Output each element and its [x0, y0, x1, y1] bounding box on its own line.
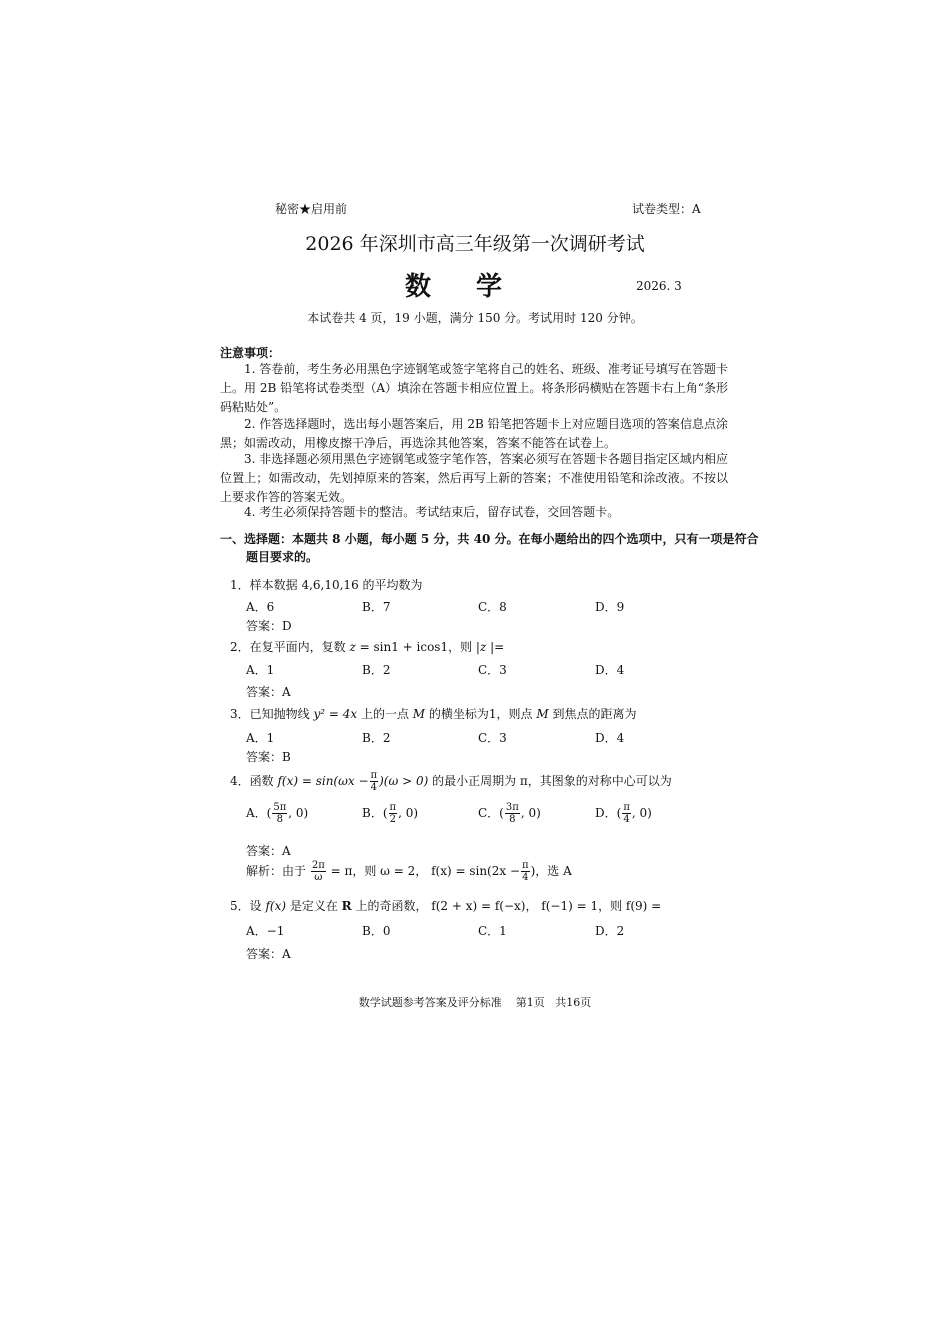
q3-option-c: C．3 — [478, 731, 507, 745]
q1-option-d: D．9 — [595, 600, 625, 614]
note-item-2: 2. 作答选择题时，选出每小题答案后，用 2B 铅笔把答题卡上对应题目选项的答案信息点涂黑；如需改动，用橡皮擦干净后，再选涂其他答案，答案不能答在试卷上。 — [220, 417, 728, 450]
paper-type-label: 试卷类型：A — [632, 202, 701, 216]
q4-answer: 答案：A — [246, 844, 291, 858]
q4-option-d: D．( $\frac{\pi}{4}$ , 0) — [595, 802, 652, 825]
section1-heading-line2: 题目要求的。 — [246, 550, 319, 564]
q4-pi-over-4: $\frac{\pi}{4}$ — [370, 770, 378, 793]
q5-option-b: B．0 — [362, 924, 391, 938]
q3-option-d: D．4 — [595, 731, 625, 745]
subject-title: 数 学 — [405, 272, 521, 302]
q5-answer: 答案：A — [246, 947, 291, 961]
q2-option-a: A．1 — [246, 663, 275, 677]
q2-option-c: C．3 — [478, 663, 507, 677]
page-footer: 数学试题参考答案及评分标准 第1页 共16页 — [358, 996, 592, 1009]
note-item-3: 3. 非选择题必须用黑色字迹钢笔或签字笔作答，答案必须写在答题卡各题目指定区域内相应位置上；如需改动，先划掉原来的答案，然后再写上新的答案；不准使用铅笔和涂改液。不按以上要求作答的答案无效。 — [220, 452, 728, 504]
q1-option-a: A．6 — [246, 600, 275, 614]
q5-stem: 5．设 f(x) 是定义在 R 上的奇函数， f(2 + x) = f(−x)， f(−1) = 1，则 f(9) = — [230, 899, 662, 913]
q1-stem: 1．样本数据 4,6,10,16 的平均数为 — [230, 578, 423, 592]
note-item-4: 4. 考生必须保持答题卡的整洁。考试结束后，留存试卷，交回答题卡。 — [244, 505, 620, 519]
q2-stem: 2．在复平面内，复数 z = sin1 + icos1，则 |z |= — [230, 640, 505, 654]
secret-label: 秘密★启用前 — [275, 202, 348, 216]
q4-option-a: A．( $\frac{5\pi}{8}$ , 0) — [246, 802, 309, 825]
exam-date: 2026. 3 — [636, 279, 682, 293]
note-item-1: 1. 答卷前，考生务必用黑色字迹钢笔或签字笔将自己的姓名、班级、准考证号填写在答题卡上。用 2B 铅笔将试卷类型（A）填涂在答题卡相应位置上。将条形码横贴在答题卡右上角“条形码粘贴处”。 — [220, 362, 728, 414]
q1-answer: 答案：D — [246, 619, 292, 633]
q5-option-d: D．2 — [595, 924, 625, 938]
q4-stem: 4．函数 f(x) = sin(ωx − $\frac{\pi}{4}$ )(ω > 0) 的最小正周期为 π，其图象的对称中心可以为 — [230, 770, 672, 793]
q3-option-b: B．2 — [362, 731, 391, 745]
q5-option-c: C．1 — [478, 924, 507, 938]
section1-heading-line1: 一、选择题：本题共 8 小题，每小题 5 分，共 40 分。在每小题给出的四个选项中，只有一项是符合 — [220, 532, 759, 546]
exam-title: 2026 年深圳市高三年级第一次调研考试 — [305, 233, 645, 255]
q3-answer: 答案：B — [246, 750, 291, 764]
q2-answer: 答案：A — [246, 685, 291, 699]
q4-solution: 解析：由于 $\frac{2\pi}{\omega}$ = π，则 ω = 2， f(x) = sin(2x − $\frac{\pi}{4}$ )，选 A — [246, 860, 572, 883]
exam-summary: 本试卷共 4 页，19 小题，满分 150 分。考试用时 120 分钟。 — [307, 311, 643, 325]
q5-option-a: A．−1 — [246, 924, 285, 938]
q1-option-c: C．8 — [478, 600, 507, 614]
q2-option-d: D．4 — [595, 663, 625, 677]
q3-option-a: A．1 — [246, 731, 275, 745]
q1-option-b: B．7 — [362, 600, 391, 614]
notes-heading: 注意事项： — [220, 346, 281, 360]
q2-option-b: B．2 — [362, 663, 391, 677]
q3-stem: 3．已知抛物线 y² = 4x 上的一点 M 的横坐标为1，则点 M 到焦点的距离为 — [230, 707, 637, 721]
q4-option-b: B．( $\frac{\pi}{2}$ , 0) — [362, 802, 419, 825]
q4-option-c: C．( $\frac{3\pi}{8}$ , 0) — [478, 802, 541, 825]
